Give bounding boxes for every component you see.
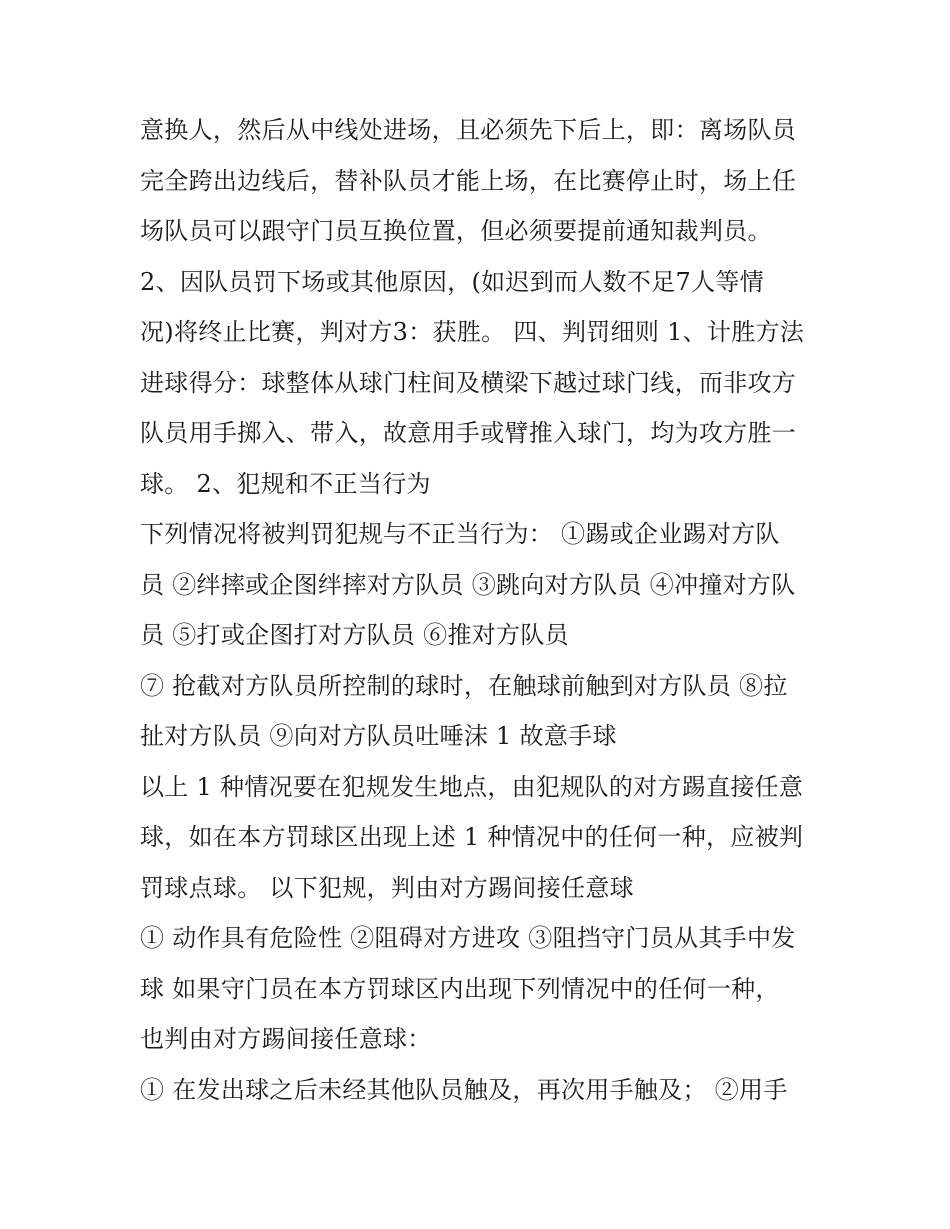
text-line: 意换人，然后从中线处进场，且必须先下后上，即：离场队员 (140, 116, 797, 144)
text-line: 2、因队员罚下场或其他原因，(如迟到而人数不足7人等情 (140, 267, 765, 296)
text-line: 队员用手掷入、带入，故意用手或臂推入球门，均为攻方胜一 (140, 419, 797, 447)
text-line: ⑦ 抢截对方队员所控制的球时，在触球前触到对方队员 ⑧拉 (140, 671, 788, 700)
text-line: 罚球点球。 以下犯规，判由对方踢间接任意球 (140, 873, 634, 902)
text-line: 员 ②绊摔或企图绊摔对方队员 ③跳向对方队员 ④冲撞对方队 (140, 570, 796, 599)
text-line: ① 动作具有危险性 ②阻碍对方进攻 ③阻挡守门员从其手中发 (140, 924, 796, 952)
text-line: 以上 1 种情况要在犯规发生地点，由犯规队的对方踢直接任意 (140, 772, 804, 801)
text-line: 球。 2、犯规和不正当行为 (140, 469, 431, 498)
text-line: 况)将终止比赛，判对方3：获胜。 四、判罚细则 1、计胜方法 (140, 318, 805, 346)
body-text (140, 105, 820, 1115)
text-line: 球 如果守门员在本方罚球区内出现下列情况中的任何一种， (140, 974, 780, 1003)
text-line: 场队员可以跟守门员互换位置，但必须要提前通知裁判员。 (140, 217, 772, 245)
text-line: 完全跨出边线后，替补队员才能上场，在比赛停止时，场上任 (140, 166, 797, 195)
text-line: 进球得分：球整体从球门柱间及横梁下越过球门线，而非攻方 (140, 368, 797, 397)
text-line: 员 ⑤打或企图打对方队员 ⑥推对方队员 (140, 621, 569, 649)
text-line: 也判由对方踢间接任意球： (140, 1025, 432, 1053)
text-line: 扯对方队员 ⑨向对方队员吐唾沫 1 故意手球 (140, 722, 617, 750)
text-line: 球，如在本方罚球区出现上述 1 种情况中的任何一种，应被判 (140, 823, 804, 851)
text-line: ① 在发出球之后未经其他队员触及，再次用手触及； ②用手 (140, 1075, 788, 1104)
text-line: 下列情况将被判罚犯规与不正当行为： ①踢或企业踢对方队 (140, 520, 780, 548)
